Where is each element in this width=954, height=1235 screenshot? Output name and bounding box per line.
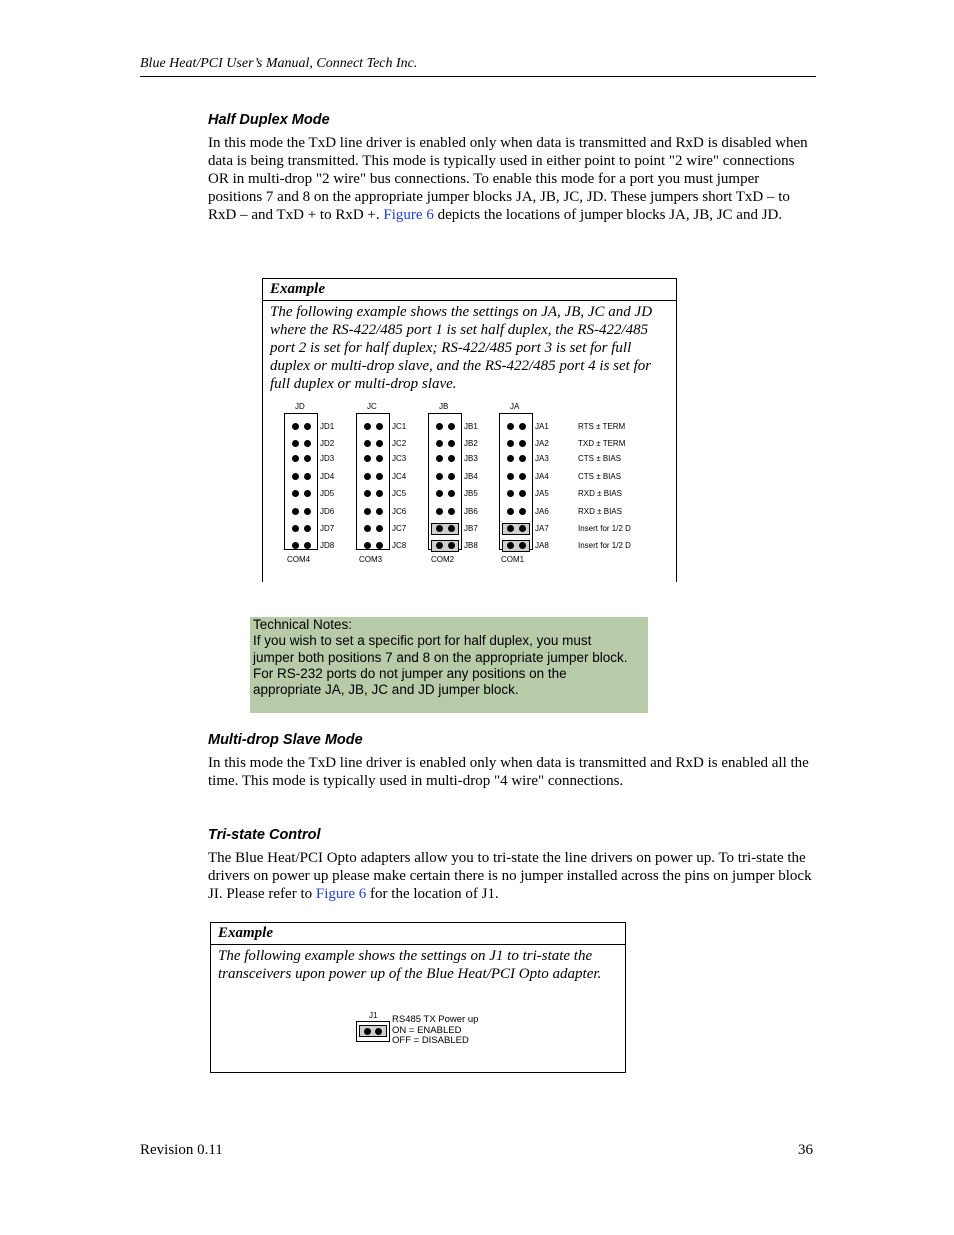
pin-label: JB2 xyxy=(464,439,478,448)
pin xyxy=(292,490,299,497)
j1-description xyxy=(392,1015,478,1047)
pin-function-label: RXD ± BIAS xyxy=(578,489,622,498)
half-duplex-text-end: depicts the locations of jumper blocks JA, JB, JC and JD. xyxy=(433,207,783,223)
pin-label: JD1 xyxy=(320,422,335,431)
pin xyxy=(519,490,526,497)
pin-label: JA1 xyxy=(535,422,549,431)
pin-label: JD5 xyxy=(320,489,335,498)
block-name-jc: JC xyxy=(367,402,377,411)
technical-notes xyxy=(250,617,648,713)
example-box-j1 xyxy=(210,922,626,1073)
pin xyxy=(436,423,443,430)
jumper-diagram xyxy=(263,279,676,582)
multidrop-heading: Multi-drop Slave Mode xyxy=(208,732,363,748)
pin xyxy=(304,542,311,549)
tristate-paragraph xyxy=(208,849,816,903)
pin-label: JA7 xyxy=(535,524,549,533)
pin xyxy=(364,473,371,480)
pin-label: JA5 xyxy=(535,489,549,498)
pin xyxy=(292,473,299,480)
pin xyxy=(507,455,514,462)
page-number: 36 xyxy=(798,1142,813,1158)
pin xyxy=(448,490,455,497)
figure6-link-2[interactable]: Figure 6 xyxy=(315,886,367,902)
pin xyxy=(304,423,311,430)
pin xyxy=(304,440,311,447)
pin xyxy=(304,455,311,462)
tech-note-line: For RS-232 ports do not jumper any positions on the xyxy=(253,665,567,681)
pin-label: JC5 xyxy=(392,489,407,498)
pin-label: JB1 xyxy=(464,422,478,431)
pin-label: JA8 xyxy=(535,541,549,550)
pin-label: JD7 xyxy=(320,524,335,533)
pin-label: JD2 xyxy=(320,439,335,448)
tristate-text: The Blue Heat/PCI Opto adapters allow you to tri-state the line drivers on power up. To tri-state the drivers on power up please make certain there is no jumper installed across the pins on jumper block JI. Please refer to xyxy=(208,850,812,902)
j1-pin xyxy=(364,1028,371,1035)
example-text: The following example shows the settings on JA, JB, JC and JD where the RS-422/485 port 1 is set half duplex, the RS-422/485 port 2 is set for half duplex; RS-422/485 port 3 is set for full duplex or multi-drop slave, and the RS-422/485 port 4 is set for full duplex or multi-drop slave. xyxy=(270,304,653,392)
tech-note-line: appropriate JA, JB, JC and JD jumper block. xyxy=(253,682,519,698)
pin xyxy=(519,525,526,532)
pin xyxy=(364,440,371,447)
pin xyxy=(292,508,299,515)
pin-label: JA3 xyxy=(535,454,549,463)
pin xyxy=(448,525,455,532)
pin-function-label: RXD ± BIAS xyxy=(578,507,622,516)
pin xyxy=(448,473,455,480)
pin xyxy=(436,440,443,447)
example2-text: The following example shows the settings on J1 to tri-state the transceivers upon power up of the Blue Heat/PCI Opto adapter. xyxy=(218,948,602,982)
pin xyxy=(436,473,443,480)
tech-note-line: jumper both positions 7 and 8 on the appropriate jumper block. xyxy=(253,649,628,665)
pin xyxy=(519,440,526,447)
running-header: Blue Heat/PCI User’s Manual, Connect Tech Inc. xyxy=(140,56,418,71)
pin-function-label: RTS ± TERM xyxy=(578,422,626,431)
pin xyxy=(519,423,526,430)
pin-function-label: Insert for 1/2 D xyxy=(578,524,631,533)
pin xyxy=(376,542,383,549)
figure6-link[interactable]: Figure 6 xyxy=(383,207,434,223)
pin-function-label: TXD ± TERM xyxy=(578,439,626,448)
half-duplex-heading: Half Duplex Mode xyxy=(208,112,330,128)
j1-block xyxy=(356,1021,390,1042)
tech-notes-title: Technical Notes: xyxy=(253,617,353,632)
pin xyxy=(292,455,299,462)
pin xyxy=(304,508,311,515)
block-name-jd: JD xyxy=(295,402,305,411)
pin xyxy=(292,423,299,430)
pin-label: JB5 xyxy=(464,489,478,498)
com-label: COM4 xyxy=(287,555,311,564)
pin xyxy=(364,423,371,430)
pin xyxy=(519,508,526,515)
pin-label: JA2 xyxy=(535,439,549,448)
header-rule xyxy=(140,76,816,77)
pin xyxy=(448,440,455,447)
pin-label: JD6 xyxy=(320,507,335,516)
j1-line: RS485 TX Power up xyxy=(392,1014,479,1025)
pin xyxy=(376,455,383,462)
half-duplex-paragraph xyxy=(208,134,816,224)
pin xyxy=(448,508,455,515)
pin xyxy=(507,508,514,515)
pin-label: JA4 xyxy=(535,472,549,481)
j1-pin xyxy=(375,1028,382,1035)
pin xyxy=(376,473,383,480)
example-box-jumpers xyxy=(262,278,677,582)
pin xyxy=(364,542,371,549)
com-label: COM2 xyxy=(431,555,455,564)
pin-label: JC4 xyxy=(392,472,407,481)
pin xyxy=(364,525,371,532)
pin-function-label: CTS ± BIAS xyxy=(578,472,622,481)
pin xyxy=(507,440,514,447)
footer-revision: Revision 0.11 xyxy=(140,1142,223,1158)
pin xyxy=(436,542,443,549)
pin xyxy=(448,455,455,462)
pin-function-label: CTS ± BIAS xyxy=(578,454,622,463)
pin-label: JC1 xyxy=(392,422,407,431)
pin xyxy=(304,473,311,480)
pin-label: JB3 xyxy=(464,454,478,463)
pin-label: JB8 xyxy=(464,541,478,550)
pin-label: JB4 xyxy=(464,472,478,481)
tristate-text-end: for the location of J1. xyxy=(366,886,499,902)
pin xyxy=(364,508,371,515)
j1-line: OFF = DISABLED xyxy=(392,1035,469,1046)
block-name-jb: JB xyxy=(439,402,449,411)
pin xyxy=(519,455,526,462)
pin xyxy=(376,440,383,447)
example2-title: Example xyxy=(211,923,625,945)
com-label: COM3 xyxy=(359,555,383,564)
jumper-block-jd xyxy=(284,413,318,550)
pin-function-label: Insert for 1/2 D xyxy=(578,541,631,550)
half-duplex-text: In this mode the TxD line driver is enabled only when data is transmitted and RxD is disabled when data is being transmitted. This mode is typically used in either point to point "2 wire" connections OR in multi-drop "2 wire" bus connections. To enable this mode for a port you must jumper positions 7 and 8 on the appropriate jumper blocks JA, JB, JC, JD. These jumpers short TxD – to RxD – and TxD + to RxD +. xyxy=(208,135,808,223)
pin xyxy=(376,508,383,515)
com-label: COM1 xyxy=(501,555,525,564)
tristate-heading: Tri-state Control xyxy=(208,827,321,843)
pin xyxy=(292,440,299,447)
j1-label: J1 xyxy=(369,1011,378,1020)
j1-line: ON = ENABLED xyxy=(392,1024,462,1036)
pin-label: JB7 xyxy=(464,524,478,533)
pin xyxy=(507,525,514,532)
pin xyxy=(436,525,443,532)
tech-note-line: If you wish to set a specific port for half duplex, you must xyxy=(253,633,592,649)
example-title: Example xyxy=(263,279,676,301)
pin xyxy=(519,542,526,549)
pin xyxy=(292,525,299,532)
pin xyxy=(448,542,455,549)
pin xyxy=(507,423,514,430)
pin-label: JD3 xyxy=(320,454,335,463)
pin xyxy=(304,525,311,532)
jumper-block-jc xyxy=(356,413,390,550)
pin-label: JC2 xyxy=(392,439,407,448)
pin-label: JD4 xyxy=(320,472,335,481)
pin xyxy=(436,508,443,515)
pin xyxy=(376,525,383,532)
pin xyxy=(507,542,514,549)
pin xyxy=(364,455,371,462)
pin xyxy=(436,490,443,497)
pin-label: JC3 xyxy=(392,454,407,463)
pin-label: JA6 xyxy=(535,507,549,516)
pin xyxy=(376,490,383,497)
block-name-ja: JA xyxy=(510,402,520,411)
pin xyxy=(507,473,514,480)
pin-label: JC7 xyxy=(392,524,407,533)
pin-label: JC6 xyxy=(392,507,407,516)
pin xyxy=(436,455,443,462)
pin xyxy=(448,423,455,430)
pin-label: JB6 xyxy=(464,507,478,516)
pin xyxy=(507,490,514,497)
multidrop-paragraph: In this mode the TxD line driver is enabled only when data is transmitted and RxD is enabled all the time. This mode is typically used in multi-drop "4 wire" connections. xyxy=(208,755,809,789)
pin xyxy=(364,490,371,497)
pin xyxy=(304,490,311,497)
pin-label: JC8 xyxy=(392,541,407,550)
pin-label: JD8 xyxy=(320,541,335,550)
pin xyxy=(376,423,383,430)
pin xyxy=(292,542,299,549)
pin xyxy=(519,473,526,480)
